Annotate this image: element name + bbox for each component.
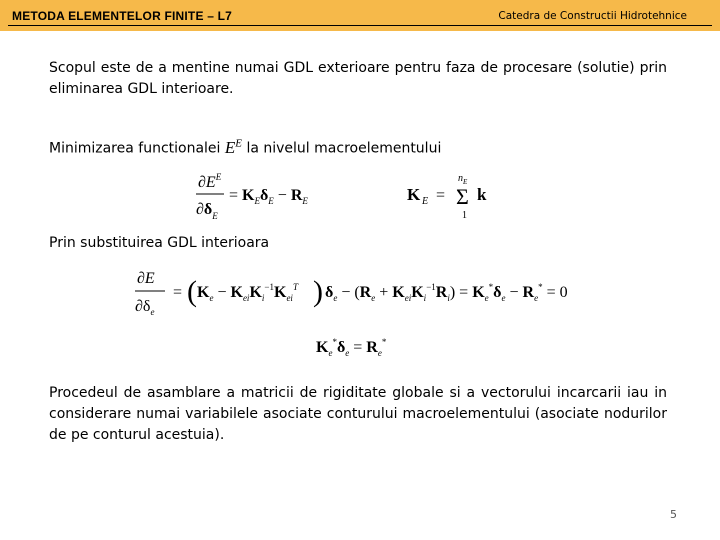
equation-assembly-sum-svg bbox=[405, 170, 505, 222]
equation-gradient bbox=[196, 170, 366, 222]
svg-text:E: E bbox=[422, 196, 429, 207]
equation-condensation-svg bbox=[135, 265, 605, 321]
equation-condensed-system bbox=[314, 330, 414, 362]
paragraph-substitution: Prin substituirea GDL interioara bbox=[49, 235, 270, 251]
svg-text:Σ: Σ bbox=[456, 184, 469, 209]
svg-text:∂E: ∂E bbox=[137, 270, 155, 287]
equation-assembly-sum bbox=[405, 170, 505, 222]
paragraph-scope: Scopul este de a mentine numai GDL exterioare pentru faza de procesare (solutie) prin eliminarea GDL interioare. bbox=[49, 60, 667, 97]
svg-text:δe − (Re + KeiKi−1Ri) = Ke*δe: $\delta_e - (R_e + K_{ei}K_i^{-1}R_i) = K_e^*\delta_e - R_e^* = 0$ bbox=[325, 282, 568, 303]
header-department: Catedra de Constructii Hidrotehnice bbox=[498, 10, 687, 22]
svg-text:∂EE: $\partial E^E$ bbox=[198, 172, 222, 191]
paragraph-assembly: Procedeul de asamblare a matricii de rigiditate globale si a vectorului incarcarii iau in considerare numai variabilele asociate conturului macroelementului (asociate nodurilor de pe conturul acestuia). bbox=[49, 385, 667, 443]
page-number: 5 bbox=[670, 508, 677, 521]
minimization-text-before: Minimizarea functionalei bbox=[49, 140, 225, 157]
equation-gradient-svg bbox=[196, 170, 366, 222]
svg-text:1: 1 bbox=[462, 210, 467, 221]
minimization-text-after: la nivelul macroelementului bbox=[242, 140, 442, 157]
svg-text:∂δe: $\partial\delta_e$ bbox=[135, 298, 155, 317]
svg-text:K: K bbox=[407, 185, 421, 204]
svg-text:Ke − KeiKi−1KeiT: $K_e - K_{ei}K_i^{-1}K_{ei}^T$ bbox=[197, 282, 298, 303]
functional-symbol: $E^E$ bbox=[224, 137, 243, 157]
functional-superscript: E bbox=[235, 137, 243, 149]
svg-text:=: = bbox=[436, 187, 446, 204]
equation-condensation bbox=[135, 265, 605, 321]
svg-text:Ke*δe = Re*: $K_e^*\delta_e = R_e^*$ bbox=[316, 337, 387, 358]
header-bar bbox=[0, 0, 720, 31]
header-rule bbox=[8, 25, 712, 26]
header-course-title: METODA ELEMENTELOR FINITE – L7 bbox=[12, 9, 233, 23]
svg-text:): ) bbox=[313, 275, 323, 308]
paragraph-minimization bbox=[49, 133, 549, 160]
svg-text:=: = bbox=[173, 284, 183, 301]
svg-text:∂δE: $\partial\delta_E$ bbox=[196, 201, 218, 221]
svg-text:k: k bbox=[477, 185, 487, 204]
svg-text:(: ( bbox=[187, 275, 197, 308]
svg-text:nE: $n_E$ bbox=[458, 173, 468, 186]
svg-text:= KEδE − RE: = $K_E\delta_E - R_E$ bbox=[229, 187, 308, 206]
equation-condensed-system-svg bbox=[314, 330, 414, 362]
